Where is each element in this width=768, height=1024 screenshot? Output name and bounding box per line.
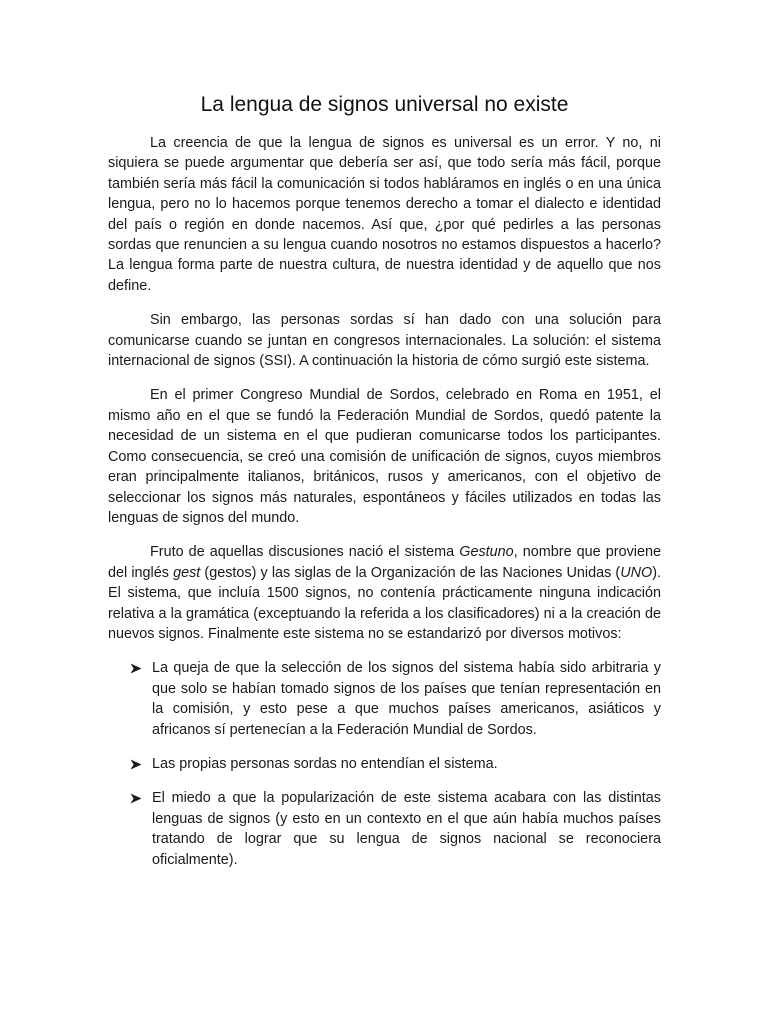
paragraph	[108, 310, 661, 371]
bullet-list	[108, 658, 661, 870]
paragraph-text: Sin embargo, las personas sordas sí han dado con una solución para comunicarse cuando se juntan en congresos internacionales. La solución: el sistema internacional de signos (SSI). A continuación la historia de cómo surgió este sistema.	[108, 312, 661, 370]
paragraph-text: La creencia de que la lengua de signos es universal es un error. Y no, ni siquiera se puede argumentar que debería ser así, que todo sería más fácil, porque también sería más fácil la comunicación si todos habláramos en inglés o en una única lengua, pero no lo hacemos porque tenemos derecho a tomar el dialecto e identidad del país o región en donde nacemos. Así que, ¿por qué pedirles a las personas sordas que renuncien a su lengua cuando nosotros no estamos dispuestos a hacerlo? La lengua forma parte de nuestra cultura, de nuestra identidad y de aquello que nos define.	[108, 135, 661, 294]
bullet-text: Las propias personas sordas no entendían el sistema.	[152, 755, 498, 772]
paragraph-text: (gestos) y las siglas de la Organización de las Naciones Unidas (	[200, 564, 621, 581]
italic-term: UNO	[620, 564, 653, 581]
page-title: La lengua de signos universal no existe	[200, 93, 569, 116]
bullet-text: El miedo a que la popularización de este sistema acabara con las distintas lenguas de signos (y esto en un contexto en el que aún había muchos países tratando de lograr que su lengua de signos nacional se reconociera oficialmente).	[152, 790, 661, 868]
paragraph-text: En el primer Congreso Mundial de Sordos, celebrado en Roma en 1951, el mismo año en el que se fundó la Federación Mundial de Sordos, quedó patente la necesidad de un sistema en el que pudieran comunicarse todos los participantes. Como consecuencia, se creó una comisión de unificación de signos, cuyos miembros eran principalmente italianos, británicos, rusos y americanos, con el objetivo de seleccionar los signos más naturales, espontáneos y fáciles utilizados en todas las lenguas de signos del mundo.	[108, 387, 661, 526]
paragraph	[108, 542, 661, 644]
paragraph	[108, 385, 661, 528]
arrowhead-bullet-icon	[130, 793, 142, 804]
italic-term: gest	[173, 564, 201, 581]
bullet-text: La queja de que la selección de los signos del sistema había sido arbitraria y que solo se habían tomado signos de los países que tenían representación en la comisión, y esto pese a que muchos países americanos, asiáticos y africanos sí pertenecían a la Federación Mundial de Sordos.	[152, 660, 661, 738]
paragraph	[108, 133, 661, 296]
bullet-item	[108, 788, 661, 870]
bullet-item	[108, 658, 661, 740]
paragraph-text: ). El sistema, que incluía 1500 signos, no contenía prácticamente ninguna indicación relativa a la gramática (exceptuando la referida a los clasificadores) ni a la creación de nuevos signos. Finalmente este sistema no se estandarizó por diversos motivos:	[108, 564, 661, 642]
arrowhead-bullet-icon	[130, 663, 142, 674]
bullet-item	[108, 754, 661, 774]
paragraph-text: , nombre que proviene del inglés	[108, 544, 661, 581]
italic-term: Gestuno	[459, 544, 514, 561]
paragraph-list	[108, 133, 661, 644]
document-body	[108, 133, 661, 884]
arrowhead-bullet-icon	[130, 759, 142, 770]
paragraph-text: Fruto de aquellas discusiones nació el sistema	[150, 544, 460, 561]
